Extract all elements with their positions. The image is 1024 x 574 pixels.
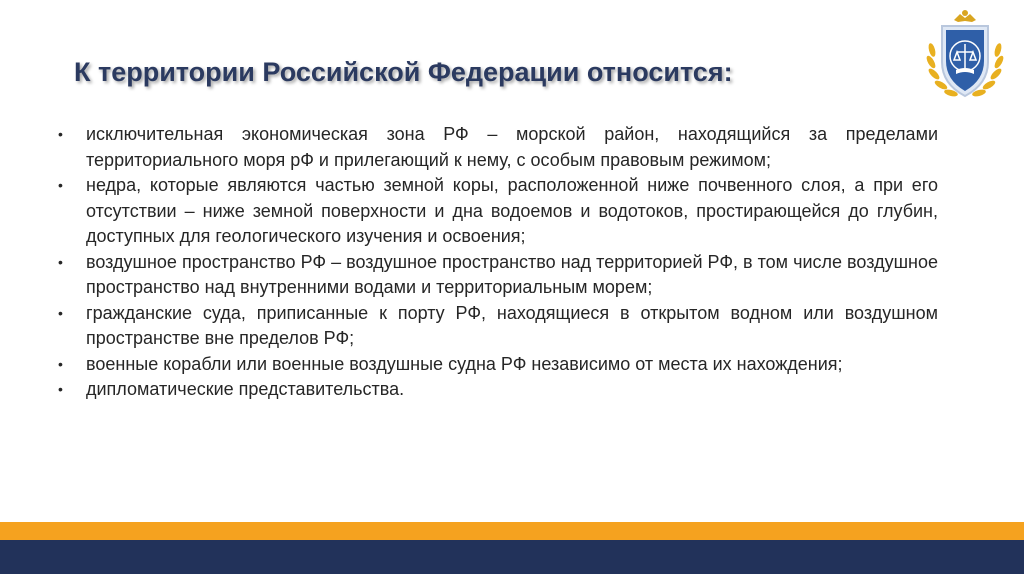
bullet-dot: • <box>58 381 63 397</box>
list-item <box>58 173 938 250</box>
list-item <box>58 301 938 352</box>
list-item-text: воздушное пространство РФ – воздушное пространство над территорией РФ, в том числе воздушное пространство над внутренними водами и территориальным морем; <box>86 251 938 297</box>
bullet-dot: • <box>58 177 63 193</box>
list-item-text: гражданские суда, приписанные к порту РФ, находящиеся в открытом водном или воздушном пространстве вне пределов РФ; <box>86 302 938 348</box>
slide-title: К территории Российской Федерации относится: <box>74 57 733 87</box>
academy-shield-emblem-icon <box>924 6 1006 104</box>
bullet-dot: • <box>58 355 63 372</box>
bullet-dot: • <box>58 304 63 321</box>
eagle-icon <box>954 10 976 22</box>
list-item <box>58 122 938 173</box>
list-item-text: военные корабли или военные воздушные судна РФ независимо от места их нахождения; <box>86 353 843 374</box>
footer-navy-bar <box>0 540 1024 574</box>
list-item <box>58 352 938 378</box>
list-item <box>58 250 938 301</box>
bullet-dot: • <box>58 253 63 270</box>
list-item-text: дипломатические представительства. <box>86 379 405 399</box>
list-item-text: исключительная экономическая зона РФ – морской район, находящийся за пределами территориального моря рФ и прилегающий к нему, с особым правовым режимом; <box>86 124 938 170</box>
footer-orange-stripe <box>0 522 1024 540</box>
list-item-text: недра, которые являются частью земной коры, расположенной ниже почвенного слоя, а при его отсутствии – ниже земной поверхности и дна водоемов и водотоков, простирающейся до глубин, доступных для геологического изучения и освоения; <box>86 175 938 246</box>
bullet-list <box>58 122 938 403</box>
list-item <box>58 377 938 403</box>
bullet-dot: • <box>58 126 63 142</box>
